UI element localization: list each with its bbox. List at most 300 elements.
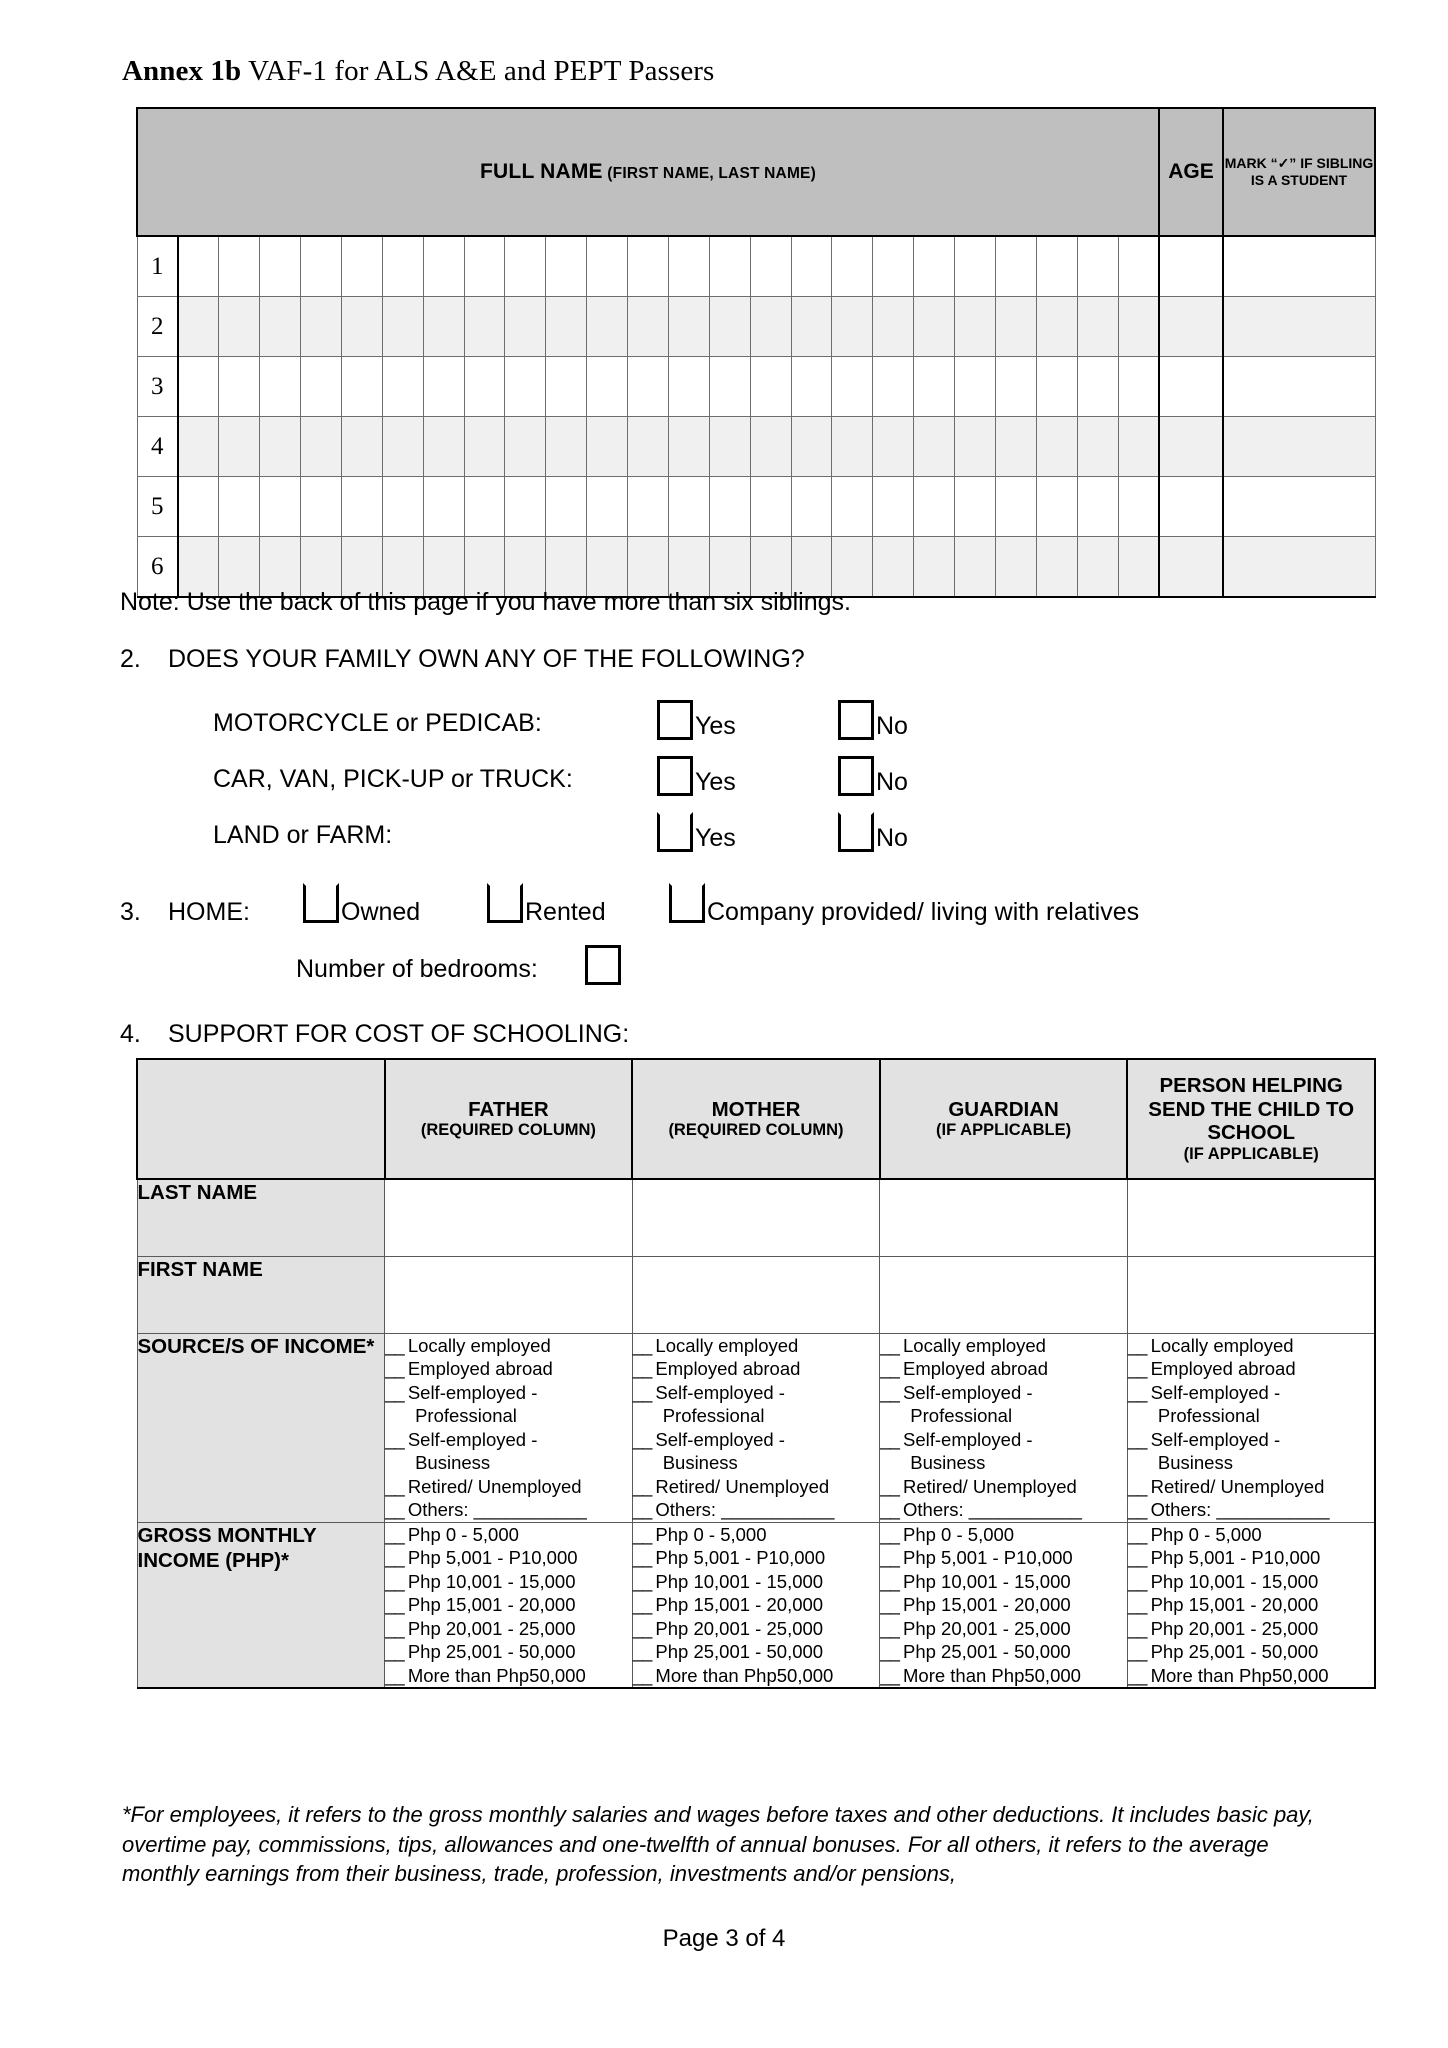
sibling-name-character-cell[interactable] bbox=[832, 357, 873, 417]
sibling-name-character-cell[interactable] bbox=[505, 357, 546, 417]
option-blank-line[interactable]: __ bbox=[880, 1523, 903, 1545]
sibling-name-character-cell[interactable] bbox=[546, 297, 587, 357]
siblings-header-fullname-main: FULL NAME bbox=[480, 160, 603, 183]
support-input-cell[interactable] bbox=[632, 1179, 880, 1257]
gross-income-option[interactable] bbox=[880, 1523, 1127, 1546]
home-company-provided-checkbox[interactable] bbox=[669, 883, 705, 923]
option-blank-line[interactable]: __ bbox=[1127, 1335, 1151, 1356]
sibling-student-mark-cell[interactable] bbox=[1223, 477, 1375, 537]
option-blank-line[interactable]: __ bbox=[880, 1594, 903, 1616]
income-source-option[interactable] bbox=[880, 1357, 1127, 1380]
sibling-student-mark-cell[interactable] bbox=[1223, 417, 1375, 477]
sibling-name-character-cell[interactable] bbox=[628, 477, 669, 537]
sibling-name-character-cell[interactable] bbox=[995, 236, 1036, 297]
sibling-name-character-cell[interactable] bbox=[628, 297, 669, 357]
sibling-row-number: 5 bbox=[137, 477, 178, 537]
sibling-name-character-cell[interactable] bbox=[914, 236, 955, 297]
income-source-option-label-cont: Business bbox=[662, 1452, 738, 1474]
option-blank-line[interactable]: __ bbox=[632, 1594, 656, 1616]
income-source-option[interactable] bbox=[633, 1357, 880, 1380]
sibling-name-character-cell[interactable] bbox=[423, 357, 464, 417]
income-source-options-cell[interactable] bbox=[880, 1334, 1128, 1523]
support-input-cell[interactable] bbox=[880, 1179, 1128, 1257]
sibling-name-character-cell[interactable] bbox=[382, 297, 423, 357]
sibling-name-character-cell[interactable] bbox=[832, 477, 873, 537]
sibling-name-character-cell[interactable] bbox=[955, 417, 996, 477]
sibling-name-character-cell[interactable] bbox=[505, 477, 546, 537]
option-blank-line[interactable]: __ bbox=[385, 1664, 408, 1686]
sibling-name-character-cell[interactable] bbox=[587, 297, 628, 357]
gross-income-option-label: Php 20,001 - 25,000 bbox=[903, 1617, 1071, 1639]
gross-income-option[interactable] bbox=[1128, 1640, 1374, 1663]
table-row bbox=[137, 1334, 1375, 1523]
sibling-name-character-cell[interactable] bbox=[750, 477, 791, 537]
option-blank-line[interactable]: __ bbox=[632, 1381, 656, 1403]
sibling-name-character-cell[interactable] bbox=[955, 297, 996, 357]
sibling-name-character-cell[interactable] bbox=[914, 297, 955, 357]
option-blank-line[interactable]: __ bbox=[1127, 1499, 1151, 1521]
support-column-header-sub: (REQUIRED COLUMN) bbox=[420, 1121, 596, 1140]
sibling-name-character-cell[interactable] bbox=[341, 357, 382, 417]
option-blank-line[interactable]: __ bbox=[880, 1499, 903, 1521]
sibling-name-character-cell[interactable] bbox=[260, 357, 301, 417]
option-blank-line[interactable]: __ bbox=[632, 1523, 656, 1545]
sibling-name-character-cell[interactable] bbox=[628, 417, 669, 477]
gross-income-option-label: Php 15,001 - 20,000 bbox=[655, 1594, 824, 1616]
income-source-option[interactable] bbox=[633, 1381, 880, 1428]
sibling-name-character-cell[interactable] bbox=[668, 297, 709, 357]
sibling-name-character-cell[interactable] bbox=[301, 236, 342, 297]
sibling-name-character-cell[interactable] bbox=[791, 357, 832, 417]
option-blank-line[interactable]: __ bbox=[880, 1358, 903, 1380]
option-blank-line[interactable]: __ bbox=[880, 1570, 903, 1592]
sibling-name-character-cell[interactable] bbox=[505, 417, 546, 477]
sibling-name-character-cell[interactable] bbox=[1077, 297, 1118, 357]
income-source-option[interactable] bbox=[1128, 1334, 1374, 1357]
income-source-option-label: Others: ___________ bbox=[655, 1499, 835, 1521]
gross-income-option-label: Php 0 - 5,000 bbox=[903, 1523, 1015, 1545]
gross-income-option[interactable] bbox=[880, 1546, 1127, 1569]
sibling-name-character-cell[interactable] bbox=[260, 417, 301, 477]
sibling-age-cell[interactable] bbox=[1159, 537, 1223, 598]
gross-income-option[interactable] bbox=[385, 1617, 632, 1640]
sibling-name-character-cell[interactable] bbox=[178, 357, 219, 417]
sibling-name-character-cell[interactable] bbox=[750, 417, 791, 477]
sibling-name-character-cell[interactable] bbox=[1077, 357, 1118, 417]
option-blank-line[interactable]: __ bbox=[1127, 1641, 1151, 1663]
sibling-name-character-cell[interactable] bbox=[423, 477, 464, 537]
option-blank-line[interactable]: __ bbox=[385, 1499, 408, 1521]
sibling-name-character-cell[interactable] bbox=[791, 477, 832, 537]
sibling-name-character-cell[interactable] bbox=[873, 537, 914, 598]
q4-number: 4. bbox=[120, 1020, 141, 1048]
sibling-name-character-cell[interactable] bbox=[219, 297, 260, 357]
sibling-name-character-cell[interactable] bbox=[505, 297, 546, 357]
sibling-name-character-cell[interactable] bbox=[423, 297, 464, 357]
sibling-name-character-cell[interactable] bbox=[219, 236, 260, 297]
sibling-name-character-cell[interactable] bbox=[178, 417, 219, 477]
sibling-name-character-cell[interactable] bbox=[668, 236, 709, 297]
sibling-name-character-cell[interactable] bbox=[546, 417, 587, 477]
sibling-name-character-cell[interactable] bbox=[178, 236, 219, 297]
sibling-name-character-cell[interactable] bbox=[955, 477, 996, 537]
option-blank-line[interactable]: __ bbox=[1127, 1523, 1151, 1545]
option-blank-line[interactable]: __ bbox=[880, 1428, 903, 1450]
sibling-name-character-cell[interactable] bbox=[955, 537, 996, 598]
sibling-name-character-cell[interactable] bbox=[628, 357, 669, 417]
sibling-name-character-cell[interactable] bbox=[1036, 477, 1077, 537]
sibling-name-character-cell[interactable] bbox=[178, 477, 219, 537]
sibling-name-character-cell[interactable] bbox=[1077, 417, 1118, 477]
option-blank-line[interactable]: __ bbox=[385, 1594, 408, 1616]
support-input-cell[interactable] bbox=[385, 1257, 633, 1334]
income-source-options-cell[interactable] bbox=[1127, 1334, 1375, 1523]
option-blank-line[interactable]: __ bbox=[1127, 1617, 1151, 1639]
income-source-options-cell[interactable] bbox=[632, 1334, 880, 1523]
sibling-name-character-cell[interactable] bbox=[914, 477, 955, 537]
gross-income-option[interactable] bbox=[1128, 1570, 1374, 1593]
sibling-name-character-cell[interactable] bbox=[382, 477, 423, 537]
sibling-name-character-cell[interactable] bbox=[260, 477, 301, 537]
sibling-name-character-cell[interactable] bbox=[709, 417, 750, 477]
gross-income-option[interactable] bbox=[1128, 1523, 1374, 1546]
gross-income-option[interactable] bbox=[385, 1546, 632, 1569]
gross-income-option-label: Php 0 - 5,000 bbox=[407, 1523, 519, 1545]
sibling-student-mark-cell[interactable] bbox=[1223, 537, 1375, 598]
option-blank-line[interactable]: __ bbox=[385, 1358, 408, 1380]
gross-income-options-cell[interactable] bbox=[1127, 1522, 1375, 1688]
option-blank-line[interactable]: __ bbox=[632, 1428, 656, 1450]
sibling-name-character-cell[interactable] bbox=[301, 477, 342, 537]
support-row-label-income-source: SOURCE/S OF INCOME* bbox=[137, 1334, 385, 1523]
income-source-option[interactable] bbox=[633, 1475, 880, 1498]
sibling-name-character-cell[interactable] bbox=[546, 357, 587, 417]
gross-income-option[interactable] bbox=[1128, 1593, 1374, 1616]
sibling-name-character-cell[interactable] bbox=[995, 477, 1036, 537]
sibling-name-character-cell[interactable] bbox=[219, 417, 260, 477]
income-source-option[interactable] bbox=[633, 1498, 880, 1521]
sibling-name-character-cell[interactable] bbox=[873, 236, 914, 297]
income-source-options-cell[interactable] bbox=[385, 1334, 633, 1523]
sibling-student-mark-cell[interactable] bbox=[1223, 297, 1375, 357]
q2-yes-checkbox[interactable] bbox=[657, 700, 693, 740]
sibling-name-character-cell[interactable] bbox=[1036, 297, 1077, 357]
gross-income-option[interactable] bbox=[385, 1570, 632, 1593]
page-title bbox=[122, 55, 714, 88]
income-source-option[interactable] bbox=[385, 1475, 632, 1498]
sibling-name-character-cell[interactable] bbox=[1077, 236, 1118, 297]
table-row bbox=[137, 357, 1375, 417]
option-blank-line[interactable]: __ bbox=[1127, 1428, 1151, 1450]
income-source-option[interactable] bbox=[385, 1498, 632, 1521]
sibling-name-character-cell[interactable] bbox=[791, 417, 832, 477]
option-blank-line[interactable]: __ bbox=[385, 1475, 408, 1497]
option-blank-line[interactable]: __ bbox=[385, 1381, 408, 1403]
sibling-name-character-cell[interactable] bbox=[1077, 537, 1118, 598]
sibling-name-character-cell[interactable] bbox=[1077, 477, 1118, 537]
q2-option-row bbox=[213, 700, 973, 756]
option-blank-line[interactable]: __ bbox=[632, 1335, 656, 1356]
sibling-name-character-cell[interactable] bbox=[1036, 417, 1077, 477]
sibling-name-character-cell[interactable] bbox=[301, 417, 342, 477]
q2-no-checkbox[interactable] bbox=[838, 756, 874, 796]
sibling-name-character-cell[interactable] bbox=[1118, 297, 1159, 357]
gross-income-option[interactable] bbox=[385, 1640, 632, 1663]
sibling-student-mark-cell[interactable] bbox=[1223, 236, 1375, 297]
income-source-option[interactable] bbox=[385, 1428, 632, 1475]
support-input-cell[interactable] bbox=[1127, 1179, 1375, 1257]
option-blank-line[interactable]: __ bbox=[632, 1641, 656, 1663]
gross-income-option[interactable] bbox=[880, 1640, 1127, 1663]
option-blank-line[interactable]: __ bbox=[880, 1547, 903, 1569]
sibling-name-character-cell[interactable] bbox=[464, 417, 505, 477]
income-source-option[interactable] bbox=[385, 1381, 632, 1428]
sibling-name-character-cell[interactable] bbox=[995, 357, 1036, 417]
gross-income-options-cell[interactable] bbox=[880, 1522, 1128, 1688]
table-row bbox=[137, 1522, 1375, 1688]
sibling-age-cell[interactable] bbox=[1159, 417, 1223, 477]
support-input-cell[interactable] bbox=[880, 1257, 1128, 1334]
sibling-name-character-cell[interactable] bbox=[587, 417, 628, 477]
sibling-name-character-cell[interactable] bbox=[341, 477, 382, 537]
option-blank-line[interactable]: __ bbox=[880, 1641, 903, 1663]
sibling-name-character-cell[interactable] bbox=[832, 236, 873, 297]
sibling-age-cell[interactable] bbox=[1159, 357, 1223, 417]
sibling-name-character-cell[interactable] bbox=[914, 417, 955, 477]
sibling-name-character-cell[interactable] bbox=[1118, 357, 1159, 417]
gross-income-option[interactable] bbox=[633, 1570, 880, 1593]
option-blank-line[interactable]: __ bbox=[632, 1570, 656, 1592]
sibling-name-character-cell[interactable] bbox=[341, 297, 382, 357]
gross-income-option[interactable] bbox=[1128, 1664, 1374, 1687]
income-source-option-label: Retired/ Unemployed bbox=[1150, 1475, 1325, 1497]
option-blank-line[interactable]: __ bbox=[385, 1617, 408, 1639]
sibling-name-character-cell[interactable] bbox=[1036, 236, 1077, 297]
sibling-name-character-cell[interactable] bbox=[668, 477, 709, 537]
sibling-name-character-cell[interactable] bbox=[955, 236, 996, 297]
option-blank-line[interactable]: __ bbox=[385, 1523, 408, 1545]
option-blank-line[interactable]: __ bbox=[632, 1358, 656, 1380]
sibling-name-character-cell[interactable] bbox=[791, 236, 832, 297]
option-blank-line[interactable]: __ bbox=[1127, 1594, 1151, 1616]
income-source-option-label: Self-employed - bbox=[655, 1381, 785, 1403]
income-source-option-label: Locally employed bbox=[1150, 1335, 1294, 1356]
sibling-name-character-cell[interactable] bbox=[587, 477, 628, 537]
table-row bbox=[137, 297, 1375, 357]
option-blank-line[interactable]: __ bbox=[1127, 1547, 1151, 1569]
option-blank-line[interactable]: __ bbox=[385, 1335, 408, 1356]
income-source-option-label: Employed abroad bbox=[1150, 1358, 1296, 1380]
sibling-name-character-cell[interactable] bbox=[995, 537, 1036, 598]
sibling-name-character-cell[interactable] bbox=[260, 236, 301, 297]
sibling-name-character-cell[interactable] bbox=[832, 417, 873, 477]
sibling-name-character-cell[interactable] bbox=[1036, 537, 1077, 598]
q2-yes-checkbox[interactable] bbox=[657, 812, 693, 852]
sibling-name-character-cell[interactable] bbox=[219, 357, 260, 417]
sibling-name-character-cell[interactable] bbox=[668, 357, 709, 417]
sibling-name-character-cell[interactable] bbox=[709, 477, 750, 537]
home-rented-checkbox[interactable] bbox=[487, 883, 523, 923]
sibling-name-character-cell[interactable] bbox=[423, 417, 464, 477]
option-blank-line[interactable]: __ bbox=[880, 1475, 903, 1497]
sibling-name-character-cell[interactable] bbox=[464, 477, 505, 537]
sibling-name-character-cell[interactable] bbox=[955, 357, 996, 417]
gross-income-option[interactable] bbox=[1128, 1617, 1374, 1640]
sibling-name-character-cell[interactable] bbox=[873, 357, 914, 417]
income-source-option-label-cont: Professional bbox=[910, 1405, 1013, 1427]
sibling-name-character-cell[interactable] bbox=[505, 236, 546, 297]
option-blank-line[interactable]: __ bbox=[1127, 1381, 1151, 1403]
support-input-cell[interactable] bbox=[632, 1257, 880, 1334]
sibling-name-character-cell[interactable] bbox=[546, 477, 587, 537]
sibling-name-character-cell[interactable] bbox=[464, 357, 505, 417]
income-source-option[interactable] bbox=[633, 1428, 880, 1475]
sibling-age-cell[interactable] bbox=[1159, 297, 1223, 357]
sibling-name-character-cell[interactable] bbox=[750, 357, 791, 417]
income-source-option[interactable] bbox=[1128, 1475, 1374, 1498]
bedrooms-input-box[interactable] bbox=[585, 945, 621, 985]
support-row-label-gross-income: GROSS MONTHLY INCOME (PHP)* bbox=[137, 1522, 385, 1688]
sibling-student-mark-cell[interactable] bbox=[1223, 357, 1375, 417]
income-source-option[interactable] bbox=[880, 1475, 1127, 1498]
sibling-name-character-cell[interactable] bbox=[668, 417, 709, 477]
support-input-cell[interactable] bbox=[1127, 1257, 1375, 1334]
gross-income-option[interactable] bbox=[633, 1617, 880, 1640]
income-source-option[interactable] bbox=[880, 1498, 1127, 1521]
option-blank-line[interactable]: __ bbox=[385, 1570, 408, 1592]
sibling-name-character-cell[interactable] bbox=[995, 297, 1036, 357]
sibling-name-character-cell[interactable] bbox=[423, 236, 464, 297]
gross-income-option-label: Php 25,001 - 50,000 bbox=[655, 1641, 824, 1663]
sibling-name-character-cell[interactable] bbox=[995, 417, 1036, 477]
support-input-cell[interactable] bbox=[385, 1179, 633, 1257]
income-source-option[interactable] bbox=[880, 1334, 1127, 1357]
sibling-name-character-cell[interactable] bbox=[1118, 477, 1159, 537]
q2-item-label: CAR, VAN, PICK-UP or TRUCK: bbox=[213, 765, 573, 793]
option-blank-line[interactable]: __ bbox=[880, 1381, 903, 1403]
option-blank-line[interactable]: __ bbox=[1127, 1358, 1151, 1380]
sibling-name-character-cell[interactable] bbox=[382, 417, 423, 477]
income-source-option[interactable] bbox=[385, 1357, 632, 1380]
sibling-name-character-cell[interactable] bbox=[791, 297, 832, 357]
income-source-option[interactable] bbox=[1128, 1428, 1374, 1475]
gross-income-option[interactable] bbox=[633, 1546, 880, 1569]
income-source-option[interactable] bbox=[385, 1334, 632, 1357]
sibling-name-character-cell[interactable] bbox=[1036, 357, 1077, 417]
sibling-name-character-cell[interactable] bbox=[873, 417, 914, 477]
sibling-name-character-cell[interactable] bbox=[709, 236, 750, 297]
option-blank-line[interactable]: __ bbox=[632, 1547, 656, 1569]
option-blank-line[interactable]: __ bbox=[1127, 1475, 1151, 1497]
gross-income-option[interactable] bbox=[385, 1523, 632, 1546]
option-blank-line[interactable]: __ bbox=[1127, 1664, 1151, 1686]
sibling-name-character-cell[interactable] bbox=[587, 236, 628, 297]
q2-no-checkbox[interactable] bbox=[838, 812, 874, 852]
q2-title: DOES YOUR FAMILY OWN ANY OF THE FOLLOWING? bbox=[168, 645, 805, 673]
option-blank-line[interactable]: __ bbox=[385, 1428, 408, 1450]
gross-income-options-cell[interactable] bbox=[385, 1522, 633, 1688]
sibling-age-cell[interactable] bbox=[1159, 236, 1223, 297]
siblings-note: Note: Use the back of this page if you have more than six siblings. bbox=[120, 588, 851, 616]
sibling-name-character-cell[interactable] bbox=[750, 297, 791, 357]
sibling-name-character-cell[interactable] bbox=[914, 537, 955, 598]
sibling-name-character-cell[interactable] bbox=[382, 236, 423, 297]
gross-income-option[interactable] bbox=[633, 1664, 880, 1687]
gross-income-option[interactable] bbox=[880, 1570, 1127, 1593]
gross-income-option[interactable] bbox=[633, 1523, 880, 1546]
q2-no-label: No bbox=[876, 768, 908, 796]
sibling-name-character-cell[interactable] bbox=[750, 236, 791, 297]
income-source-option[interactable] bbox=[880, 1428, 1127, 1475]
sibling-name-character-cell[interactable] bbox=[709, 297, 750, 357]
option-blank-line[interactable]: __ bbox=[880, 1664, 903, 1686]
option-blank-line[interactable]: __ bbox=[880, 1617, 903, 1639]
q2-yes-checkbox[interactable] bbox=[657, 756, 693, 796]
gross-income-option[interactable] bbox=[633, 1640, 880, 1663]
sibling-name-character-cell[interactable] bbox=[301, 297, 342, 357]
sibling-name-character-cell[interactable] bbox=[260, 297, 301, 357]
sibling-name-character-cell[interactable] bbox=[341, 236, 382, 297]
sibling-name-character-cell[interactable] bbox=[873, 297, 914, 357]
income-source-option-label: Others: ___________ bbox=[903, 1499, 1082, 1521]
option-blank-line[interactable]: __ bbox=[632, 1475, 656, 1497]
sibling-name-character-cell[interactable] bbox=[341, 417, 382, 477]
gross-income-option[interactable] bbox=[880, 1664, 1127, 1687]
option-blank-line[interactable]: __ bbox=[632, 1499, 656, 1521]
option-blank-line[interactable]: __ bbox=[632, 1617, 656, 1639]
option-blank-line[interactable]: __ bbox=[1127, 1570, 1151, 1592]
home-owned-checkbox[interactable] bbox=[303, 883, 339, 923]
q2-no-checkbox[interactable] bbox=[838, 700, 874, 740]
income-source-option[interactable] bbox=[1128, 1381, 1374, 1428]
option-blank-line[interactable]: __ bbox=[880, 1335, 903, 1356]
sibling-name-character-cell[interactable] bbox=[914, 357, 955, 417]
income-source-option[interactable] bbox=[1128, 1357, 1374, 1380]
q2-number: 2. bbox=[120, 645, 141, 673]
option-blank-line[interactable]: __ bbox=[385, 1641, 408, 1663]
table-row bbox=[137, 1257, 1375, 1334]
option-blank-line[interactable]: __ bbox=[385, 1547, 408, 1569]
sibling-name-character-cell[interactable] bbox=[709, 357, 750, 417]
sibling-name-character-cell[interactable] bbox=[1118, 417, 1159, 477]
sibling-name-character-cell[interactable] bbox=[546, 236, 587, 297]
sibling-name-character-cell[interactable] bbox=[178, 297, 219, 357]
sibling-name-character-cell[interactable] bbox=[464, 297, 505, 357]
gross-income-option[interactable] bbox=[880, 1593, 1127, 1616]
gross-income-option[interactable] bbox=[385, 1593, 632, 1616]
income-source-option[interactable] bbox=[880, 1381, 1127, 1428]
sibling-age-cell[interactable] bbox=[1159, 477, 1223, 537]
gross-income-options-cell[interactable] bbox=[632, 1522, 880, 1688]
gross-income-option[interactable] bbox=[385, 1664, 632, 1687]
sibling-name-character-cell[interactable] bbox=[587, 357, 628, 417]
income-source-option[interactable] bbox=[633, 1334, 880, 1357]
sibling-name-character-cell[interactable] bbox=[1118, 537, 1159, 598]
sibling-name-character-cell[interactable] bbox=[628, 236, 669, 297]
gross-income-option[interactable] bbox=[633, 1593, 880, 1616]
gross-income-option[interactable] bbox=[1128, 1546, 1374, 1569]
sibling-name-character-cell[interactable] bbox=[219, 477, 260, 537]
income-source-option[interactable] bbox=[1128, 1498, 1374, 1521]
sibling-name-character-cell[interactable] bbox=[873, 477, 914, 537]
sibling-name-character-cell[interactable] bbox=[1118, 236, 1159, 297]
gross-income-option[interactable] bbox=[880, 1617, 1127, 1640]
option-blank-line[interactable]: __ bbox=[632, 1664, 656, 1686]
sibling-name-character-cell[interactable] bbox=[464, 236, 505, 297]
sibling-name-character-cell[interactable] bbox=[382, 357, 423, 417]
sibling-name-character-cell[interactable] bbox=[832, 297, 873, 357]
sibling-name-character-cell[interactable] bbox=[301, 357, 342, 417]
